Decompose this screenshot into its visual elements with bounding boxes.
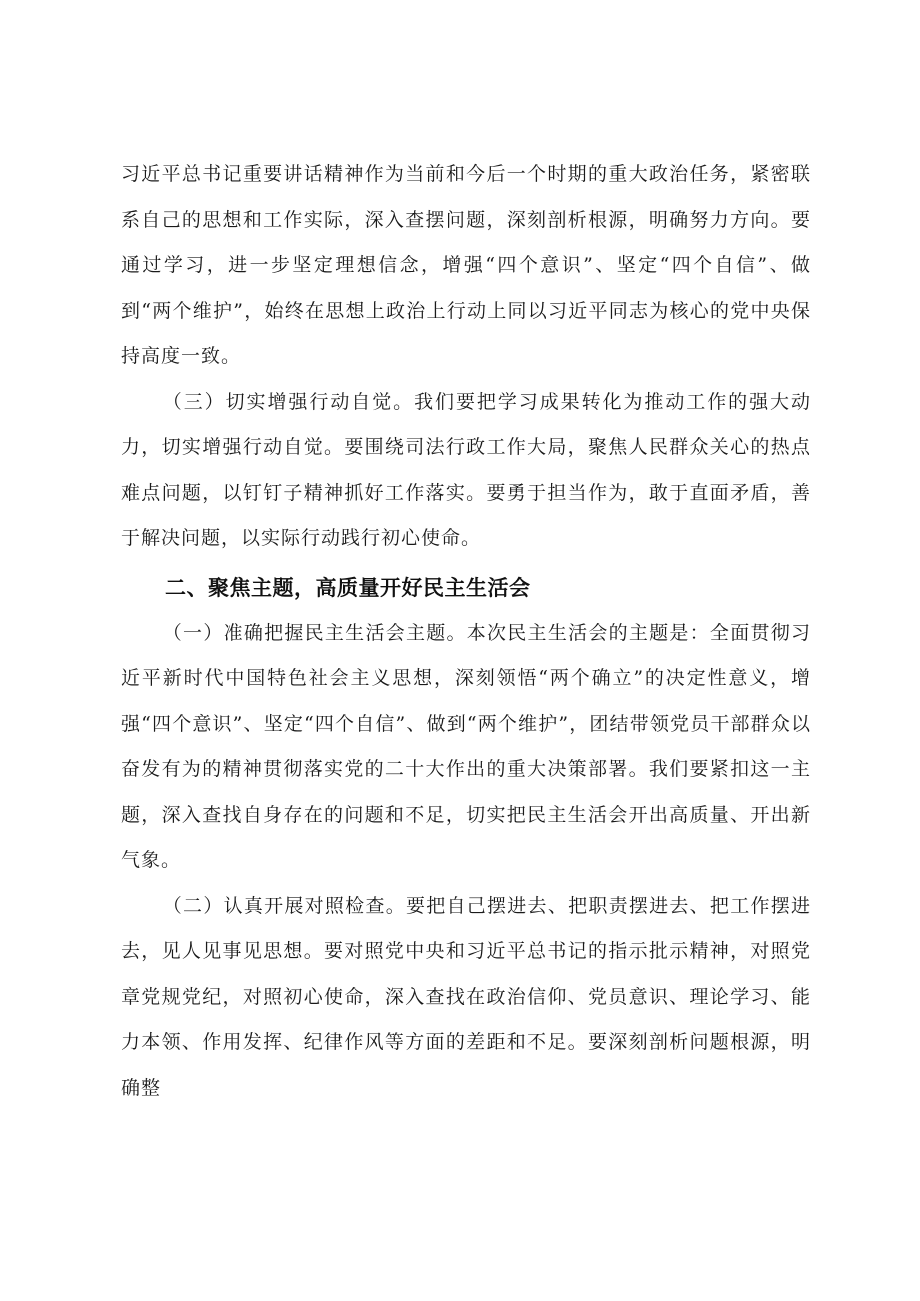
section-heading-2: 二、聚焦主题，高质量开好民主生活会: [165, 575, 531, 600]
paragraph-meeting-theme: （一）准确把握民主生活会主题。本次民主生活会的主题是：全面贯彻习近平新时代中国特色社会主义思想，深刻领悟“两个确立”的决定性意义，增强“四个意识”、坚定“四个自信”、做到“两个维护”，团结带领党员干部群众以奋发有为的精神贯彻落实党的二十大作出的重大决策部署。我们要紧扣这一主题，深入查找自身存在的问题和不足，切实把民主生活会开出高质量、开出新气象。: [121, 621, 811, 871]
paragraph-action-awareness: （三）切实增强行动自觉。我们要把学习成果转化为推动工作的强大动力，切实增强行动自觉。要围绕司法行政工作大局，聚焦人民群众关心的热点难点问题，以钉钉子精神抓好工作落实。要勇于担当作为，敢于直面矛盾，善于解决问题，以实际行动践行初心使命。: [121, 390, 811, 549]
paragraph-self-examination: （二）认真开展对照检查。要把自己摆进去、把职责摆进去、把工作摆进去，见人见事见思想。要对照党中央和习近平总书记的指示批示精神，对照党章党规党纪，对照初心使命，深入查找在政治信仰、党员意识、理论学习、能力本领、作用发挥、纪律作风等方面的差距和不足。要深刻剖析问题根源，明确整: [121, 894, 811, 1099]
document-body: [121, 152, 811, 1111]
paragraph-continuation: 习近平总书记重要讲话精神作为当前和今后一个时期的重大政治任务，紧密联系自己的思想和工作实际，深入查摆问题，深刻剖析根源，明确努力方向。要通过学习，进一步坚定理想信念，增强“四个意识”、坚定“四个自信”、做到“两个维护”，始终在思想上政治上行动上同以习近平同志为核心的党中央保持高度一致。: [121, 163, 811, 367]
